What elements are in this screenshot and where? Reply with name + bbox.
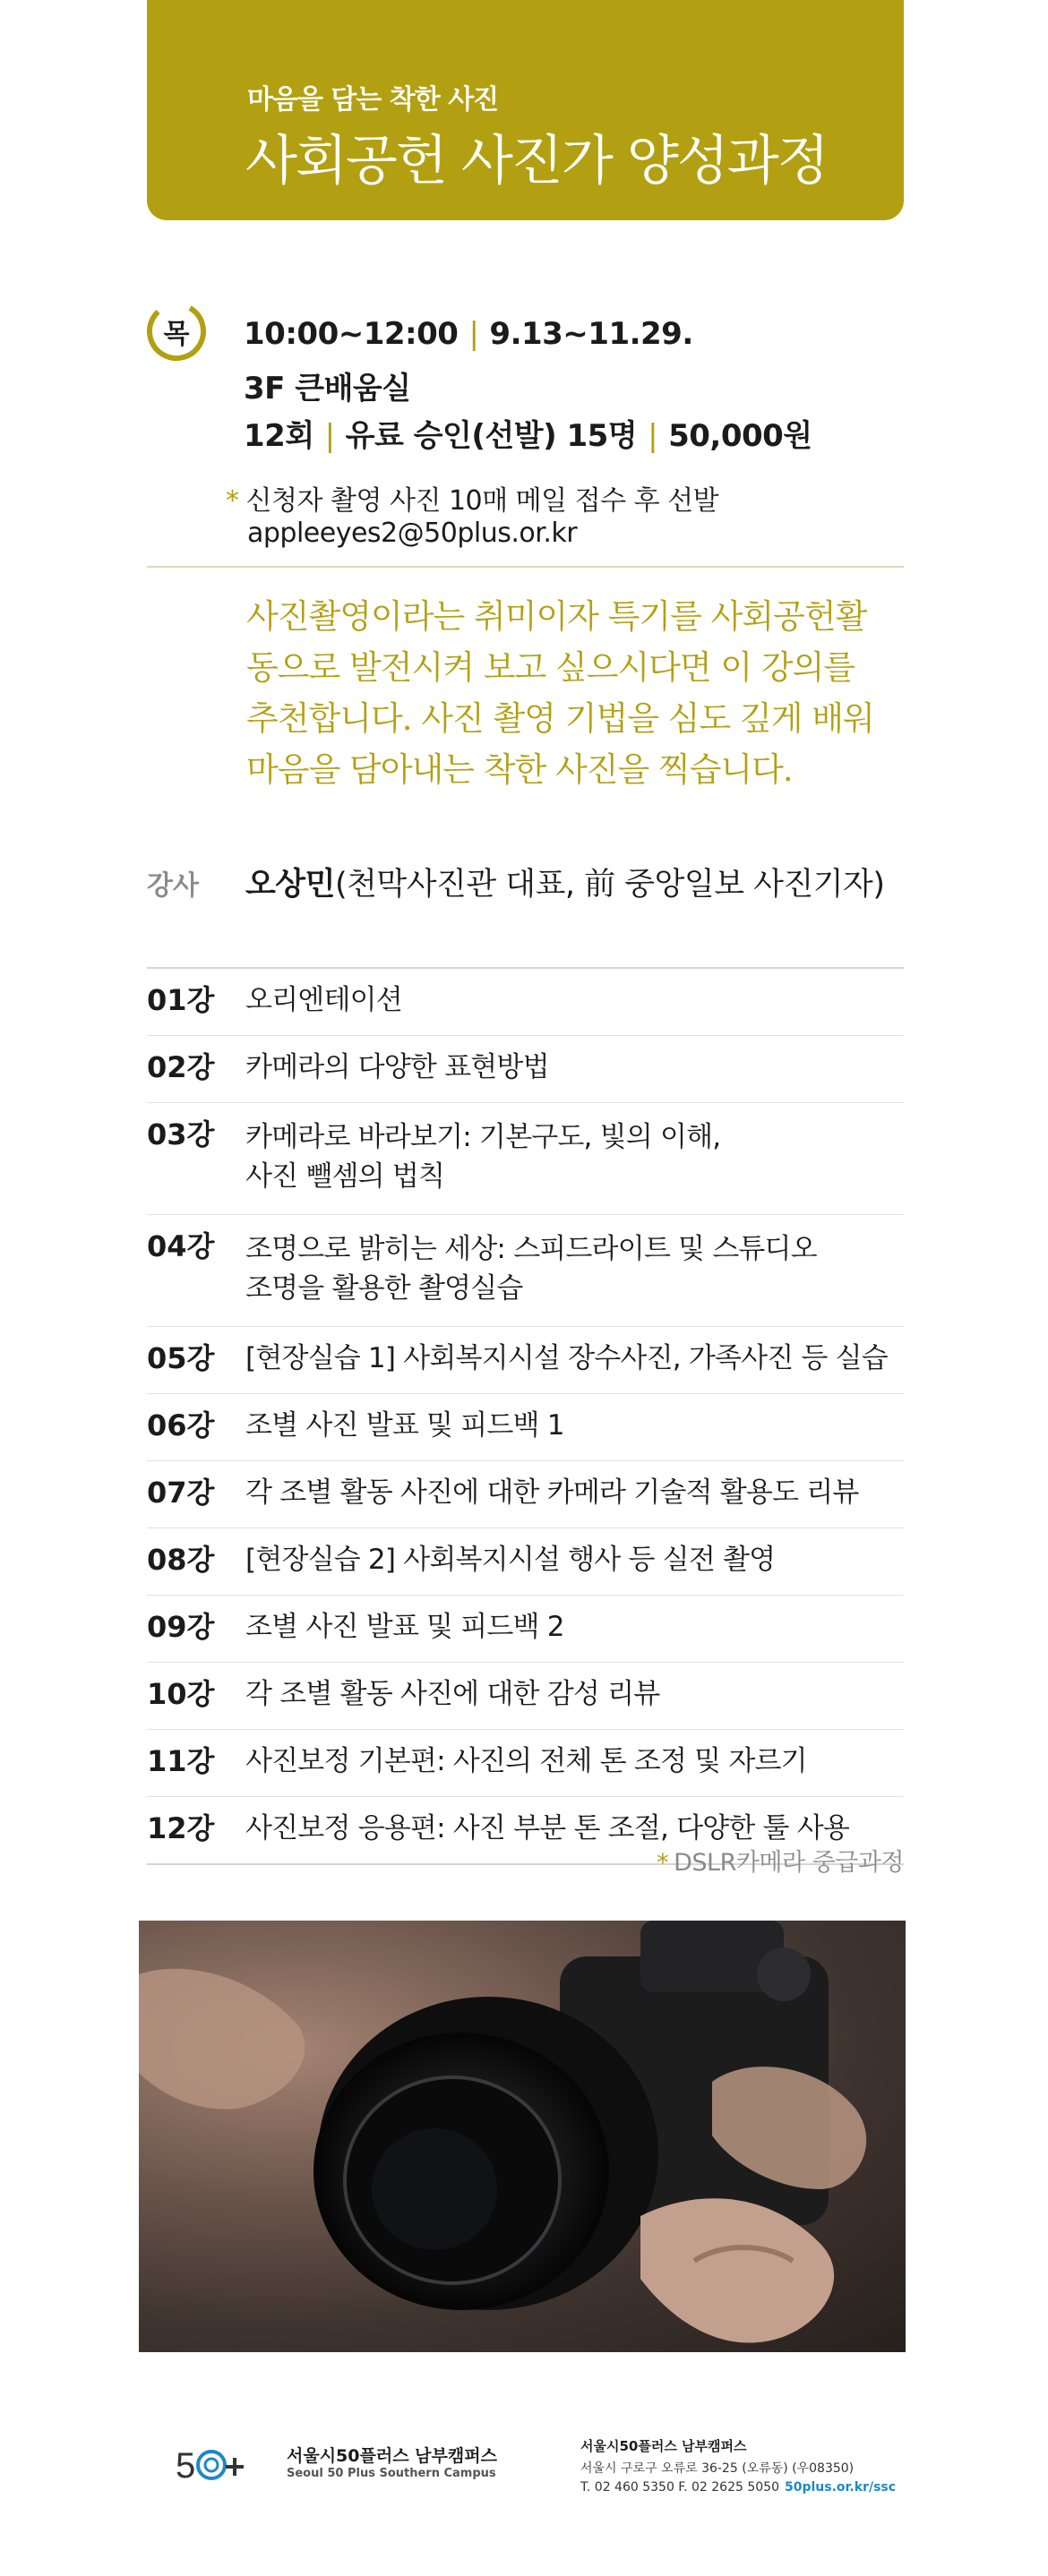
lesson-number: 09강 — [147, 1610, 215, 1644]
campus-logo — [176, 2442, 249, 2486]
apply-note-text: 신청자 촬영 사진 10매 메일 접수 후 선발 — [245, 485, 719, 517]
lesson-title: 조명으로 밝히는 세상: 스피드라이트 및 스튜디오 조명을 활용한 촬영실습 — [245, 1233, 817, 1305]
intro-line: 동으로 발전시켜 보고 싶으시다면 이 강의를 — [246, 648, 855, 687]
course-title: 사회공헌 사진가 양성과정 — [245, 130, 828, 193]
course-subtitle: 마음을 담는 착한 사진 — [247, 84, 499, 116]
lesson-number: 01강 — [147, 983, 215, 1017]
contact-phone: T. 02 460 5350 F. 02 2625 5050 — [580, 2480, 779, 2495]
list-item — [147, 1215, 904, 1327]
lesson-title: 각 조별 활동 사진에 대한 감성 리뷰 — [245, 1678, 660, 1710]
lesson-title: 각 조별 활동 사진에 대한 카메라 기술적 활용도 리뷰 — [245, 1476, 859, 1509]
course-level-note — [657, 1843, 904, 1878]
lesson-list — [147, 967, 904, 1865]
header-banner — [147, 0, 904, 220]
campus-name-en: Seoul 50 Plus Southern Campus — [287, 2467, 496, 2480]
lesson-title: 카메라로 바라보기: 기본구도, 빛의 이해, 사진 뺄셈의 법칙 — [245, 1121, 721, 1193]
lesson-title: [현장실습 2] 사회복지시설 행사 등 실전 촬영 — [245, 1544, 776, 1576]
lesson-number: 08강 — [147, 1543, 215, 1577]
intro-text — [246, 591, 909, 795]
contact-title: 서울시50플러스 남부캠퍼스 — [580, 2438, 747, 2454]
instructor-label: 강사 — [147, 870, 199, 902]
separator: | — [468, 316, 479, 352]
campus-url-link[interactable]: 50plus.or.kr/ssc — [784, 2480, 897, 2495]
instructor-name: 오상민 — [245, 867, 335, 903]
list-item — [147, 1461, 904, 1528]
campus-name: 서울시50플러스 남부캠퍼스 — [287, 2446, 497, 2466]
schedule-line-1 — [244, 316, 693, 352]
apply-email[interactable]: appleeyes2@50plus.or.kr — [247, 518, 578, 549]
lesson-number: 05강 — [147, 1341, 215, 1375]
class-dates: 9.13~11.29. — [489, 316, 693, 352]
schedule-line-2 — [244, 364, 411, 407]
lesson-number: 12강 — [147, 1811, 215, 1845]
class-time: 10:00~12:00 — [244, 316, 459, 352]
list-item — [147, 969, 904, 1036]
instructor-desc: (천막사진관 대표, 前 중앙일보 사진기자) — [334, 867, 885, 903]
lesson-title: 오리엔테이션 — [245, 984, 402, 1016]
apply-note — [226, 478, 718, 518]
camera-illustration — [139, 1921, 906, 2352]
day-badge — [146, 301, 207, 362]
lesson-number: 10강 — [147, 1677, 215, 1711]
lesson-title: 카메라의 다양한 표현방법 — [245, 1051, 549, 1083]
course-level-text: DSLR카메라 중급과정 — [674, 1849, 904, 1877]
lesson-number: 03강 — [147, 1117, 215, 1151]
asterisk-icon: * — [657, 1849, 669, 1877]
list-item — [147, 1596, 904, 1663]
list-item — [147, 1394, 904, 1461]
lesson-title: 조별 사진 발표 및 피드백 1 — [245, 1409, 564, 1442]
schedule-line-3 — [244, 411, 812, 455]
fee-amount: 50,000원 — [668, 418, 812, 454]
lesson-title: 사진보정 기본편: 사진의 전체 톤 조정 및 자르기 — [245, 1745, 807, 1777]
intro-line: 사진촬영이라는 취미이자 특기를 사회공헌활 — [246, 597, 867, 636]
list-item — [147, 1103, 904, 1215]
session-count: 12회 — [244, 418, 314, 454]
logo-50plus-icon — [176, 2442, 249, 2486]
list-item — [147, 1663, 904, 1730]
contact-phone-line — [580, 2480, 896, 2495]
lesson-title: [현장실습 1] 사회복지시설 장수사진, 가족사진 등 실습 — [245, 1342, 888, 1374]
fee-type: 유료 승인(선발) 15명 — [345, 418, 638, 454]
asterisk-icon: * — [226, 485, 239, 517]
day-label: 목 — [163, 319, 190, 350]
camera-photo — [139, 1921, 906, 2352]
intro-line: 마음을 담아내는 착한 사진을 찍습니다. — [246, 750, 793, 789]
instructor-info — [245, 860, 885, 904]
separator: | — [324, 418, 335, 454]
lesson-title: 사진보정 응용편: 사진 부분 톤 조절, 다양한 툴 사용 — [245, 1812, 850, 1844]
lesson-number: 06강 — [147, 1408, 215, 1442]
list-item — [147, 1327, 904, 1394]
class-room: 3F 큰배움실 — [244, 371, 411, 407]
list-item — [147, 1036, 904, 1103]
list-item — [147, 1730, 904, 1797]
divider — [147, 566, 904, 568]
contact-address: 서울시 구로구 오류로 36-25 (오류동) (우08350) — [580, 2461, 855, 2476]
lesson-title: 조별 사진 발표 및 피드백 2 — [245, 1611, 564, 1643]
lesson-number: 04강 — [147, 1229, 215, 1263]
svg-text:5: 5 — [176, 2446, 196, 2486]
lesson-number: 11강 — [147, 1744, 215, 1778]
separator: | — [648, 418, 658, 454]
lesson-number: 02강 — [147, 1050, 215, 1084]
list-item — [147, 1528, 904, 1596]
lesson-number: 07강 — [147, 1476, 215, 1510]
intro-line: 추천합니다. 사진 촬영 기법을 심도 깊게 배워 — [246, 699, 874, 738]
